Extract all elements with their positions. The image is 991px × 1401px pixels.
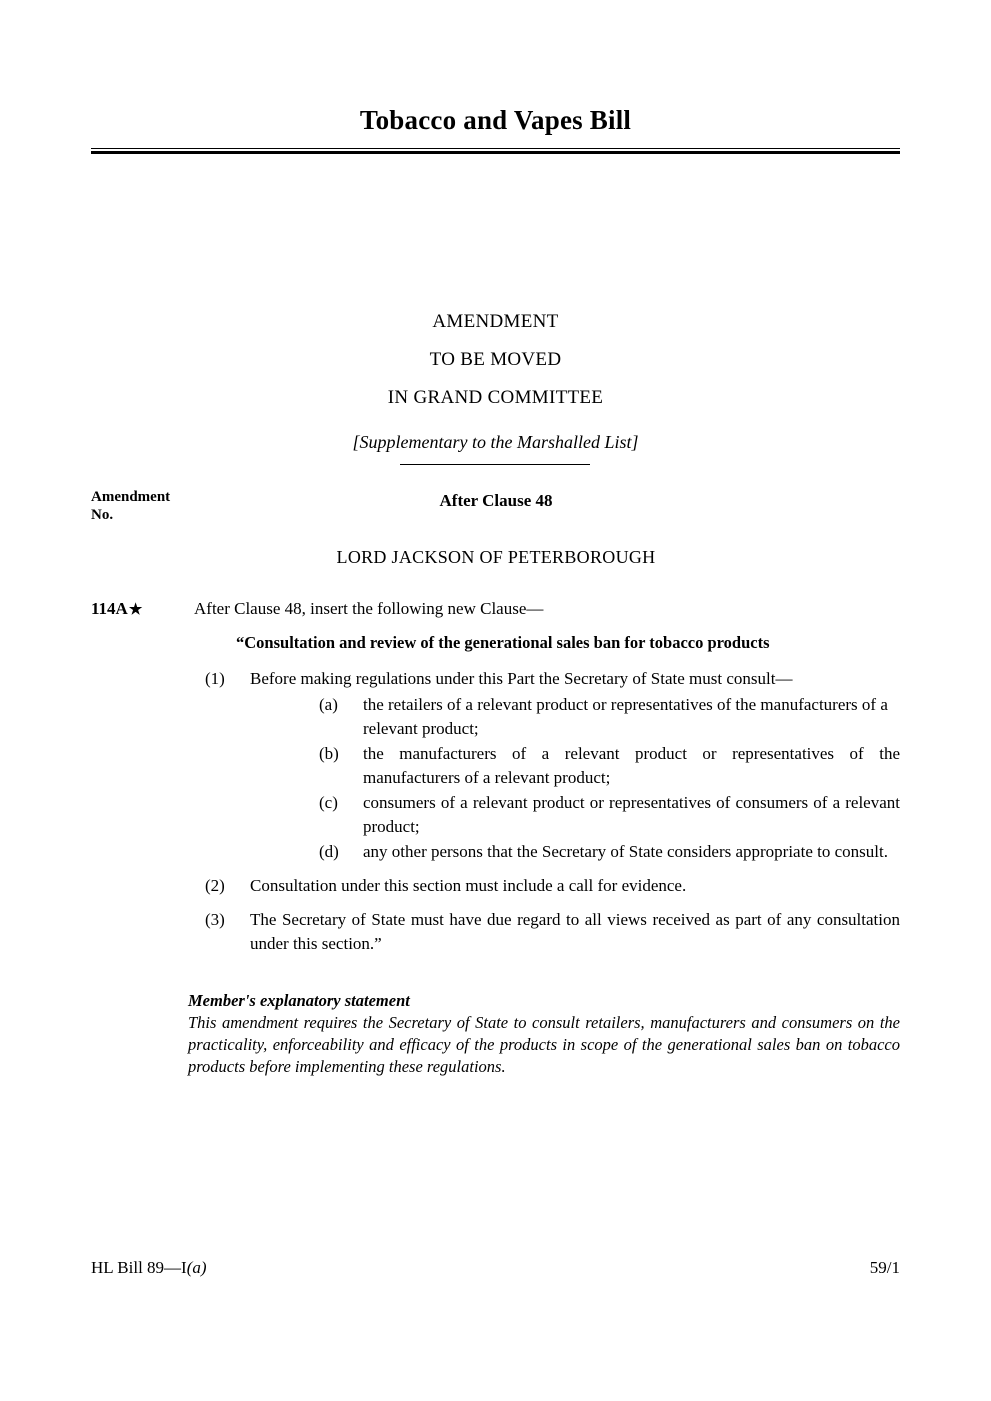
title-double-rule xyxy=(91,148,900,154)
member-name: LORD JACKSON OF PETERBOROUGH xyxy=(336,547,656,567)
list-item-text: the manufacturers of a relevant product or representatives of the manufacturers of a relevant product; xyxy=(363,744,900,787)
list-item-marker: (c) xyxy=(319,793,338,812)
list-item xyxy=(250,742,900,790)
subsection xyxy=(194,908,900,956)
heading-line-in-grand-committee: IN GRAND COMMITTEE xyxy=(387,387,604,408)
amendment-heading-block xyxy=(91,303,900,461)
list-item-marker: (b) xyxy=(319,744,339,763)
clause-heading: After Clause 48 xyxy=(439,491,553,510)
new-clause-title: “Consultation and review of the generational sales ban for tobacco products xyxy=(236,633,770,652)
list-item-text: the retailers of a relevant product or representatives of the manufacturers of a relevant product; xyxy=(363,695,888,738)
footer-page-number: 59/1 xyxy=(869,1258,900,1277)
list-item-marker: (a) xyxy=(319,695,338,714)
list-item xyxy=(250,840,900,864)
subsection-text: Consultation under this section must include a call for evidence. xyxy=(250,876,687,895)
explanatory-statement-title: Member's explanatory statement xyxy=(188,991,410,1010)
subsection-marker: (3) xyxy=(205,910,225,929)
amendment-number xyxy=(91,599,142,619)
amendment-no-label-line2: No. xyxy=(91,507,114,523)
footer-bill-reference-suffix: (a) xyxy=(186,1258,207,1277)
explanatory-statement xyxy=(188,990,900,1078)
heading-line-to-be-moved: TO BE MOVED xyxy=(429,349,562,370)
supplementary-note: [Supplementary to the Marshalled List] xyxy=(352,432,639,452)
star-icon: ★ xyxy=(128,602,143,618)
subsection-text: Before making regulations under this Part the Secretary of State must consult— xyxy=(250,669,793,688)
list-item xyxy=(250,791,900,839)
amendment-no-label-line1: Amendment xyxy=(91,489,171,505)
amendment-no-label xyxy=(91,488,231,524)
list-item-marker: (d) xyxy=(319,842,339,861)
footer-bill-reference xyxy=(91,1258,207,1278)
amendment-body xyxy=(194,667,900,966)
heading-separator-rule xyxy=(400,464,590,465)
explanatory-statement-body: This amendment requires the Secretary of State to consult retailers, manufacturers and consumers on the practicality, enforceability and efficacy of the products in scope of the generational sales ban on tobacco products before implementing these regulations. xyxy=(188,1013,900,1076)
subsection xyxy=(194,874,900,898)
subsection-text: The Secretary of State must have due regard to all views received as part of any consultation under this section.” xyxy=(250,910,900,953)
subsection-marker: (1) xyxy=(205,669,225,688)
subsection-marker: (2) xyxy=(205,876,225,895)
list-item xyxy=(250,693,900,741)
list-item-text: any other persons that the Secretary of State considers appropriate to consult. xyxy=(363,842,888,861)
list-item-text: consumers of a relevant product or representatives of consumers of a relevant product; xyxy=(363,793,900,836)
page-title: Tobacco and Vapes Bill xyxy=(359,105,632,135)
amendment-number-value: 114A xyxy=(91,599,128,618)
subsection xyxy=(194,667,900,864)
heading-line-amendment: AMENDMENT xyxy=(432,311,559,332)
footer-bill-reference-main: HL Bill 89—I xyxy=(91,1258,187,1277)
subsection-items xyxy=(250,693,900,864)
amendment-instruction: After Clause 48, insert the following new Clause— xyxy=(194,599,544,618)
